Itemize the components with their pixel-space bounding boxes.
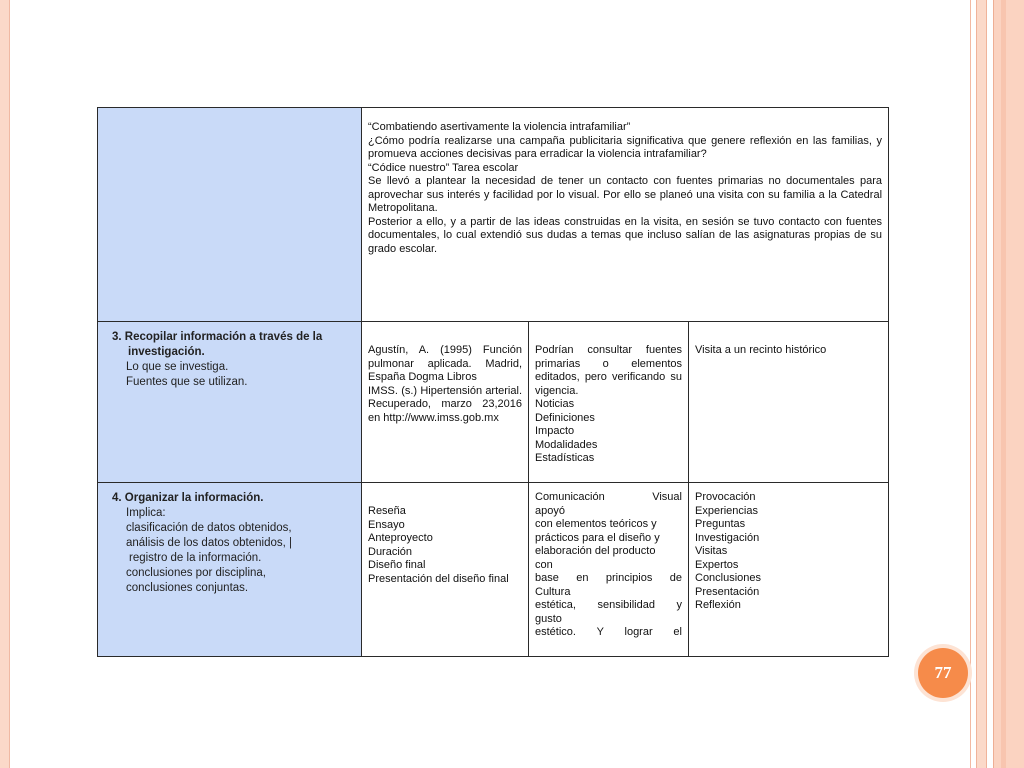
list-item: Experiencias bbox=[695, 504, 758, 517]
support-cell bbox=[529, 483, 689, 657]
list-item: Ensayo bbox=[368, 518, 405, 531]
products-cell bbox=[362, 483, 529, 657]
text-line: con bbox=[535, 558, 553, 571]
list-item: Duración bbox=[368, 545, 413, 558]
stage-item: clasificación de datos obtenidos, bbox=[126, 522, 292, 534]
list-item: Visitas bbox=[695, 545, 728, 557]
text-line: estética, sensibilidad y bbox=[535, 599, 682, 611]
stage-item: Fuentes que se utilizan. bbox=[126, 376, 248, 388]
stage-item: análisis de los datos obtenidos, | bbox=[126, 537, 293, 549]
list-item: Presentación del diseño final bbox=[368, 572, 509, 585]
text-line: apoyó bbox=[535, 504, 565, 517]
list-item: Investigación bbox=[695, 531, 760, 544]
text-line: base en principios de bbox=[535, 572, 682, 584]
text-line: con elementos teóricos y bbox=[535, 518, 657, 530]
reference-item: IMSS. (s.) Hipertensión arterial. Recuperado, marzo 23,2016 en http://www.imss.gob.mx bbox=[368, 384, 522, 424]
text-line: estético. Y lograr el bbox=[535, 626, 682, 638]
text-line: prácticos para el diseño y bbox=[535, 531, 660, 544]
reference-item: Agustín, A. (1995) Función pulmonar aplicada. Madrid, España Dogma Libros bbox=[368, 344, 522, 383]
stage-cell-empty bbox=[98, 108, 362, 322]
stage-item: conclusiones conjuntas. bbox=[126, 582, 249, 594]
list-item: Reflexión bbox=[695, 599, 741, 611]
stage-cell bbox=[98, 483, 362, 657]
list-item: Impacto bbox=[535, 425, 575, 437]
stage-item: Implica: bbox=[126, 507, 166, 519]
planning-table bbox=[97, 107, 889, 657]
text-line: Comunicación Visual bbox=[535, 491, 682, 503]
stage-title: 4. Organizar la información. bbox=[112, 492, 264, 504]
description-paragraph: Se llevó a plantear la necesidad de tener un contacto con fuentes primarias no documentales para aprovechar sus interés y facilidad por lo visual. Por ello se planeó una visita con su familia a la Catedral Metropolitana. bbox=[368, 175, 883, 214]
stage-item: conclusiones por disciplina, bbox=[126, 567, 266, 579]
list-item: Noticias bbox=[535, 398, 575, 410]
list-item: Expertos bbox=[695, 558, 739, 571]
project-description-cell bbox=[362, 108, 889, 322]
left-decorative-border bbox=[0, 0, 10, 768]
list-item: Presentación bbox=[695, 585, 760, 598]
task-title: “Códice nuestro” Tarea escolar bbox=[368, 161, 519, 174]
list-item: Modalidades bbox=[535, 438, 598, 451]
stage-item: registro de la información. bbox=[129, 552, 262, 564]
list-item: Conclusiones bbox=[695, 572, 762, 584]
list-item: Definiciones bbox=[535, 411, 595, 424]
table-row bbox=[98, 108, 889, 322]
right-decorative-border bbox=[970, 0, 1024, 768]
stage-title: 3. Recopilar información a través de la bbox=[112, 331, 323, 343]
activity-cell bbox=[689, 322, 889, 483]
list-item: Anteproyecto bbox=[368, 532, 433, 544]
text-line: Cultura bbox=[535, 585, 571, 598]
stage-title-continued: investigación. bbox=[128, 346, 205, 358]
stage-cell bbox=[98, 322, 362, 483]
list-item: Provocación bbox=[695, 491, 756, 503]
references-cell bbox=[362, 322, 529, 483]
text-line: elaboración del producto bbox=[535, 545, 656, 557]
list-item: Estadísticas bbox=[535, 452, 595, 464]
campaign-title: “Combatiendo asertivamente la violencia intrafamiliar” bbox=[368, 121, 631, 133]
list-item: Preguntas bbox=[695, 518, 746, 530]
page-number-badge: 77 bbox=[918, 648, 968, 698]
list-item: Reseña bbox=[368, 505, 406, 517]
sources-text: Podrían consultar fuentes primarias o elementos editados, pero verificando su vigencia. bbox=[535, 344, 682, 397]
sources-cell bbox=[529, 322, 689, 483]
list-item: Diseño final bbox=[368, 559, 426, 571]
text-line: gusto bbox=[535, 612, 562, 625]
campaign-question: ¿Cómo podría realizarse una campaña publicitaria significativa que genere reflexión en las familias, y promueva acciones decisivas para erradicar la violencia intrafamiliar? bbox=[368, 134, 883, 160]
description-paragraph: Posterior a ello, y a partir de las ideas construidas en la visita, en sesión se tuvo contacto con fuentes documentales, lo cual extendió sus dudas a temas que incluso salían de las asignaturas propias de su grado escolar. bbox=[368, 215, 883, 255]
stage-item: Lo que se investiga. bbox=[126, 361, 229, 373]
table-row bbox=[98, 483, 889, 657]
activity-text: Visita a un recinto histórico bbox=[695, 344, 827, 356]
process-cell bbox=[689, 483, 889, 657]
table-row bbox=[98, 322, 889, 483]
